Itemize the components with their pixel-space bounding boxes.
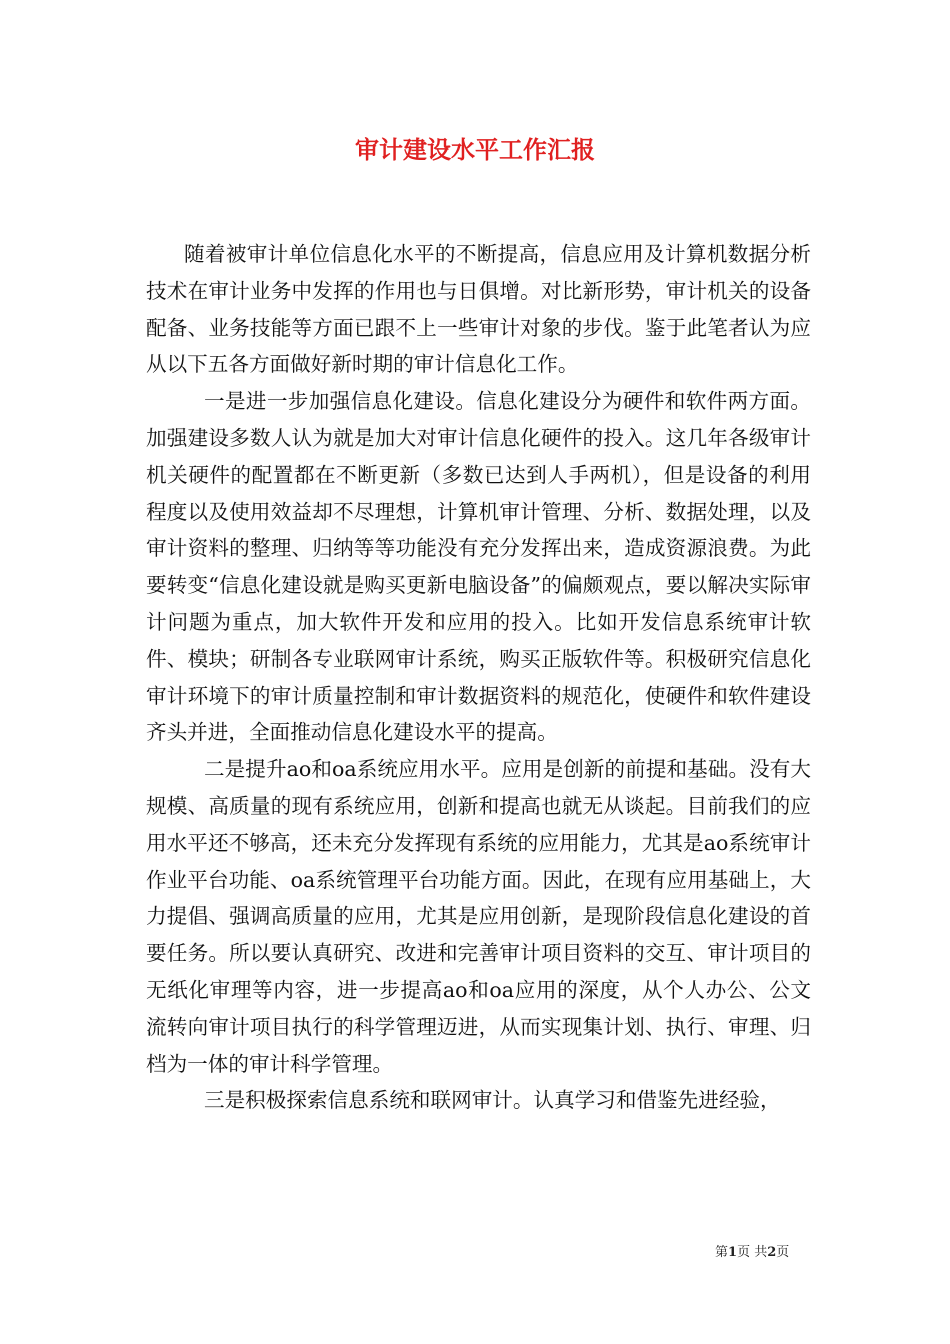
paragraph-point-three: 三是积极探索信息系统和联网审计。认真学习和借鉴先进经验， xyxy=(204,1088,781,1113)
footer-current-page: 1 xyxy=(728,1245,738,1260)
footer-prefix: 第 xyxy=(715,1245,729,1260)
footer-suffix: 页 xyxy=(776,1245,790,1260)
footer-total-pages: 2 xyxy=(767,1245,777,1260)
paragraph-point-one: 一是进一步加强信息化建设。信息化建设分为硬件和软件两方面。加强建设多数人认为就是加大对审计信息化硬件的投入。这几年各级审计机关硬件的配置都在不断更新（多数已达到人手两机），但是设备的利用程度以及使用效益却不尽理想，计算机审计管理、分析、数据处理，以及审计资料的整理、归纳等等功能没有充分发挥出来，造成资源浪费。为此要转变“信息化建设就是购买更新电脑设备”的偏颇观点，要以解决实际审计问题为重点，加大软件开发和应用的投入。比如开发信息系统审计软件、模块；研制各专业联网审计系统，购买正版软件等。积极研究信息化审计环境下的审计质量控制和审计数据资料的规范化，使硬件和软件建设齐头并进，全面推动信息化建设水平的提高。 xyxy=(146,389,811,745)
document-title: 审计建设水平工作汇报 xyxy=(355,135,595,164)
page-number-footer xyxy=(715,1244,789,1262)
footer-middle: 页 共 xyxy=(737,1245,768,1260)
paragraph-point-two: 二是提升ao和oa系统应用水平。应用是创新的前提和基础。没有大规模、高质量的现有系统应用，创新和提高也就无从谈起。目前我们的应用水平还不够高，还未充分发挥现有系统的应用能力，尤其是ao系统审计作业平台功能、oa系统管理平台功能方面。因此，在现有应用基础上，大力提倡、强调高质量的应用，尤其是应用创新，是现阶段信息化建设的首要任务。所以要认真研究、改进和完善审计项目资料的交互、审计项目的无纸化审理等内容，进一步提高ao和oa应用的深度，从个人办公、公文流转向审计项目执行的科学管理迈进，从而实现集计划、执行、审理、归档为一体的审计科学管理。 xyxy=(146,757,811,1076)
paragraph-intro: 随着被审计单位信息化水平的不断提高，信息应用及计算机数据分析技术在审计业务中发挥的作用也与日俱增。对比新形势，审计机关的设备配备、业务技能等方面已跟不上一些审计对象的步伐。鉴于此笔者认为应从以下五各方面做好新时期的审计信息化工作。 xyxy=(146,242,811,377)
document-body xyxy=(146,236,811,1119)
